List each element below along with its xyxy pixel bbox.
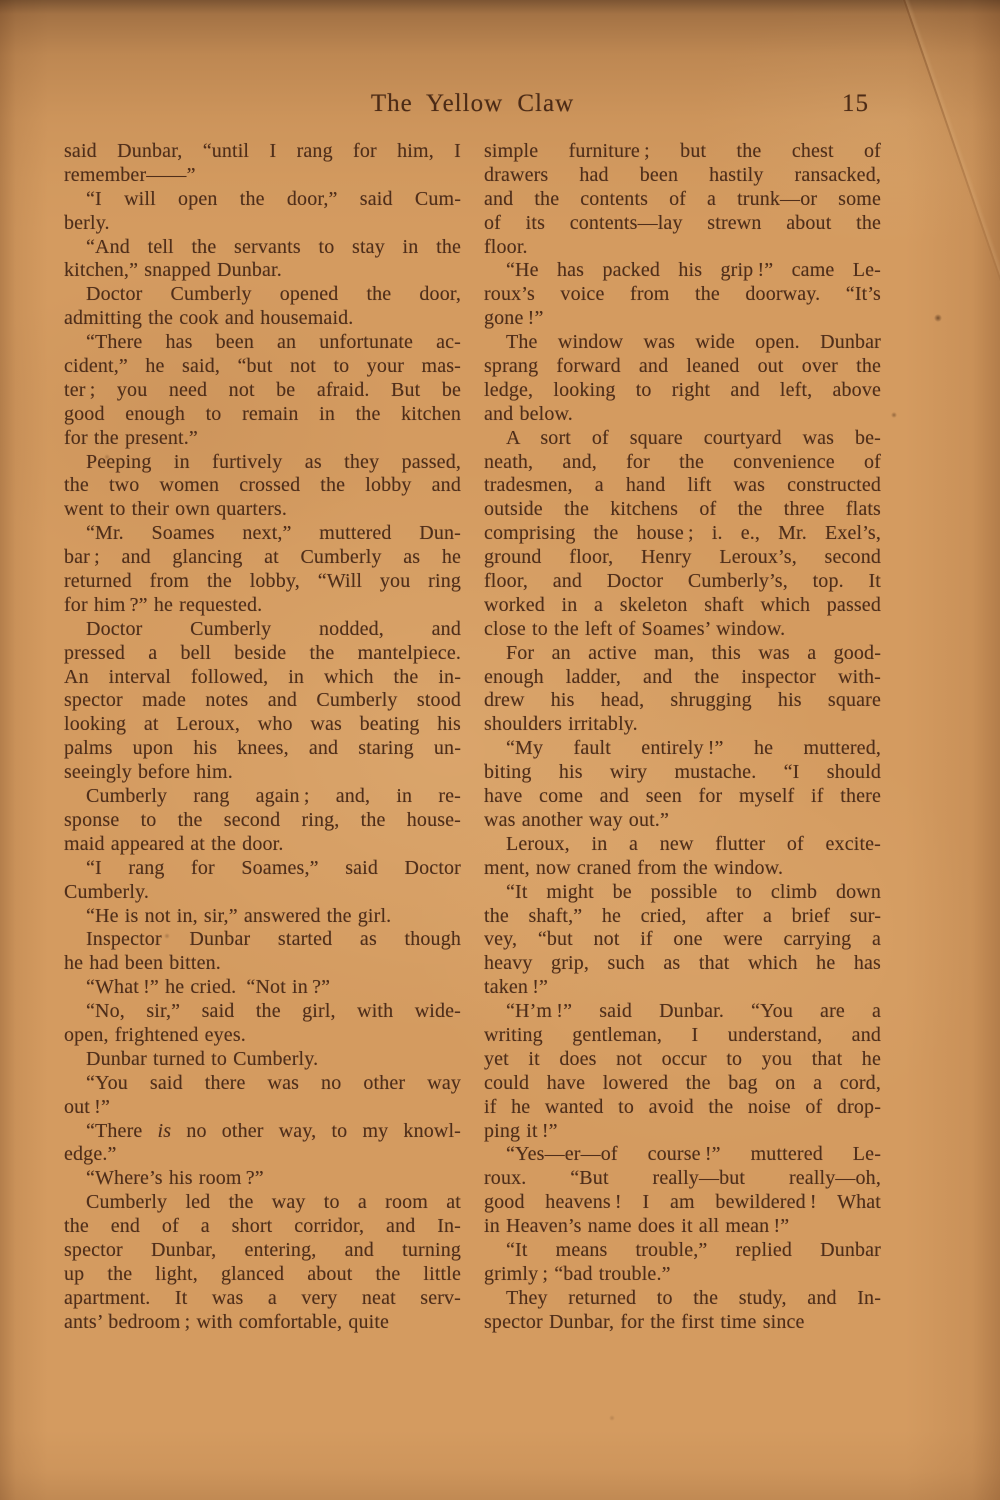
text-line: “Where’s his room ?” (86, 1167, 264, 1190)
text-line: tradesmen, a hand lift was constructed (484, 474, 881, 497)
paragraph (64, 928, 461, 976)
text-line: open, frightened eyes. (64, 1023, 246, 1046)
text-line: grimly ; “bad trouble.” (484, 1262, 671, 1285)
page-number: 15 (842, 90, 869, 117)
paragraph (64, 331, 461, 450)
paragraph (64, 1072, 461, 1120)
paragraph (64, 905, 461, 929)
text-line: The window was wide open. Dunbar (506, 331, 881, 354)
text-line: simple furniture ; but the chest of (484, 140, 881, 162)
text-line: vey, “but not if one were carrying a (484, 928, 881, 951)
text-line: An interval followed, in which the in- (64, 665, 461, 688)
paragraph (64, 188, 461, 236)
text-line: Inspector Dunbar started as though (86, 928, 461, 951)
text-line: “He is not in, sir,” answered the girl. (86, 904, 392, 927)
text-line: “You said there was no other way (86, 1071, 461, 1094)
paragraph (64, 522, 461, 618)
paragraph (484, 833, 881, 881)
text-line: For an active man, this was a good- (506, 641, 881, 664)
text-line: returned from the lobby, “Will you ring (64, 570, 461, 593)
text-line: enough ladder, and the inspector with- (484, 665, 881, 688)
text-line: close to the left of Soames’ window. (484, 617, 786, 640)
text-line: up the light, glanced about the little (64, 1262, 461, 1285)
text-line: “H’m !” said Dunbar. “You are a (506, 1000, 881, 1023)
paragraph (64, 451, 461, 523)
text-line: out !” (64, 1095, 110, 1118)
text-line: for the present.” (64, 426, 198, 449)
text-line: Doctor Cumberly nodded, and (86, 617, 461, 640)
text-line: berly. (64, 211, 110, 234)
text-line: roux. “But really—but really—oh, (484, 1167, 881, 1190)
text-line: “I will open the door,” said Cum- (86, 187, 461, 210)
text-line: the shaft,” he cried, after a brief sur- (484, 904, 881, 927)
text-line: he had been bitten. (64, 952, 221, 975)
text-line: comprising the house ; i. e., Mr. Exel’s, (484, 522, 881, 545)
text-line: apartment. It was a very neat serv- (64, 1286, 461, 1309)
text-line: in Heaven’s name does it all mean !” (484, 1215, 790, 1238)
text-line: spector Dunbar, entering, and turning (64, 1238, 461, 1261)
text-line: sprang forward and leaned out over the (484, 355, 881, 378)
text-line: taken !” (484, 976, 549, 999)
text-line: “Mr. Soames next,” muttered Dun- (86, 522, 461, 545)
paragraph (64, 1167, 461, 1191)
text-line: pressed a bell beside the mantelpiece. (64, 641, 461, 664)
text-line: A sort of square courtyard was be- (506, 426, 881, 449)
paragraph (484, 140, 881, 259)
text-line: Peeping in furtively as they passed, (86, 450, 461, 473)
paragraph (64, 140, 461, 188)
text-line: ment, now craned from the window. (484, 856, 784, 879)
text-line: “No, sir,” said the girl, with wide- (86, 1000, 461, 1023)
paragraph (64, 785, 461, 857)
text-line: palms upon his knees, and staring un- (64, 737, 461, 760)
text-line: writing gentleman, I understand, and (484, 1023, 881, 1046)
text-line: remember——” (64, 163, 196, 186)
text-line: drawers had been hastily ransacked, (484, 163, 881, 186)
text-line: “My fault entirely !” he muttered, (506, 737, 881, 760)
text-line: Cumberly. (64, 880, 150, 903)
paragraph (64, 1000, 461, 1048)
text-line: the end of a short corridor, and In- (64, 1215, 461, 1238)
text-line: looking at Leroux, who was beating his (64, 713, 461, 736)
text-line: “I rang for Soames,” said Doctor (86, 856, 461, 879)
text-line: could have lowered the bag on a cord, (484, 1071, 881, 1094)
text-line: and the contents of a trunk—or some (484, 187, 881, 210)
text-line: went to their own quarters. (64, 498, 287, 521)
paragraph (484, 642, 881, 738)
text-line: “And tell the servants to stay in the (86, 235, 461, 258)
text-line: “It might be possible to climb down (506, 880, 881, 903)
text-line: and below. (484, 402, 573, 425)
text-column-left (64, 140, 461, 1335)
text-line: said Dunbar, “until I rang for him, I (64, 140, 461, 162)
text-line: spector made notes and Cumberly stood (64, 689, 461, 712)
text-line: They returned to the study, and In- (506, 1286, 881, 1309)
text-line: ping it !” (484, 1119, 558, 1142)
paragraph (484, 881, 881, 1000)
text-line: “Yes—er—of course !” muttered Le- (506, 1143, 881, 1166)
text-line: “There is no other way, to my knowl- (86, 1119, 461, 1142)
text-column-right (484, 140, 881, 1335)
text-line: “What !” he cried. “Not in ?” (86, 976, 331, 999)
running-title: The Yellow Claw (370, 90, 575, 117)
paragraph (64, 976, 461, 1000)
text-line: admitting the cook and housemaid. (64, 307, 354, 330)
text-line: the two women crossed the lobby and (64, 474, 461, 497)
text-line: “He has packed his grip !” came Le- (506, 259, 881, 282)
text-line: Cumberly rang again ; and, in re- (86, 785, 461, 808)
text-line: gone !” (484, 307, 544, 330)
text-line: yet it does not occur to you that he (484, 1047, 881, 1070)
text-line: “It means trouble,” replied Dunbar (506, 1238, 881, 1261)
text-line: good enough to remain in the kitchen (64, 402, 461, 425)
paragraph (64, 1048, 461, 1072)
paragraph (484, 1239, 881, 1287)
text-line: heavy grip, such as that which he has (484, 952, 881, 975)
paragraph (64, 1120, 461, 1168)
text-line: seeingly before him. (64, 761, 233, 784)
paragraph (484, 427, 881, 642)
text-line: if he wanted to avoid the noise of drop- (484, 1095, 881, 1118)
text-line: neath, and, for the convenience of (484, 450, 881, 473)
paragraph (484, 331, 881, 427)
text-line: floor, and Doctor Cumberly’s, top. It (484, 570, 881, 593)
text-line: of its contents—lay strewn about the (484, 211, 881, 234)
text-line: ter ; you need not be afraid. But be (64, 378, 461, 401)
paragraph (64, 236, 461, 284)
text-line: Doctor Cumberly opened the door, (86, 283, 461, 306)
text-line: for him ?” he requested. (64, 593, 263, 616)
text-line: Dunbar turned to Cumberly. (86, 1047, 319, 1070)
text-line: drew his head, shrugging his square (484, 689, 881, 712)
text-line: ants’ bedroom ; with comfortable, quite (64, 1310, 390, 1333)
text-line: floor. (484, 235, 528, 258)
paragraph (484, 737, 881, 833)
text-line: good heavens ! I am bewildered ! What (484, 1191, 881, 1214)
text-line: worked in a skeleton shaft which passed (484, 593, 881, 616)
paragraph (64, 1191, 461, 1334)
text-line: ground floor, Henry Leroux’s, second (484, 546, 881, 569)
text-line: spector Dunbar, for the first time since (484, 1310, 805, 1333)
paragraph (484, 1287, 881, 1335)
text-line: sponse to the second ring, the house- (64, 808, 461, 831)
paragraph (64, 857, 461, 905)
paragraph (64, 618, 461, 785)
text-line: shoulders irritably. (484, 713, 638, 736)
page-corner-crease (901, 0, 1000, 296)
text-line: kitchen,” snapped Dunbar. (64, 259, 282, 282)
text-line: edge.” (64, 1143, 117, 1166)
text-line: roux’s voice from the doorway. “It’s (484, 283, 881, 306)
text-line: bar ; and glancing at Cumberly as he (64, 546, 461, 569)
text-line: ledge, looking to right and left, above (484, 378, 881, 401)
text-line: cident,” he said, “but not to your mas- (64, 355, 461, 378)
paragraph (64, 283, 461, 331)
text-line: was another way out.” (484, 808, 669, 831)
text-line: maid appeared at the door. (64, 832, 284, 855)
text-line: biting his wiry mustache. “I should (484, 761, 881, 784)
text-line: Cumberly led the way to a room at (86, 1191, 461, 1214)
text-line: Leroux, in a new flutter of excite- (506, 832, 881, 855)
paragraph (484, 1143, 881, 1239)
paragraph (484, 1000, 881, 1143)
text-line: outside the kitchens of the three flats (484, 498, 881, 521)
text-line: “There has been an unfortunate ac- (86, 331, 461, 354)
page-header (64, 90, 881, 122)
paragraph (484, 259, 881, 331)
text-line: have come and seen for myself if there (484, 785, 881, 808)
